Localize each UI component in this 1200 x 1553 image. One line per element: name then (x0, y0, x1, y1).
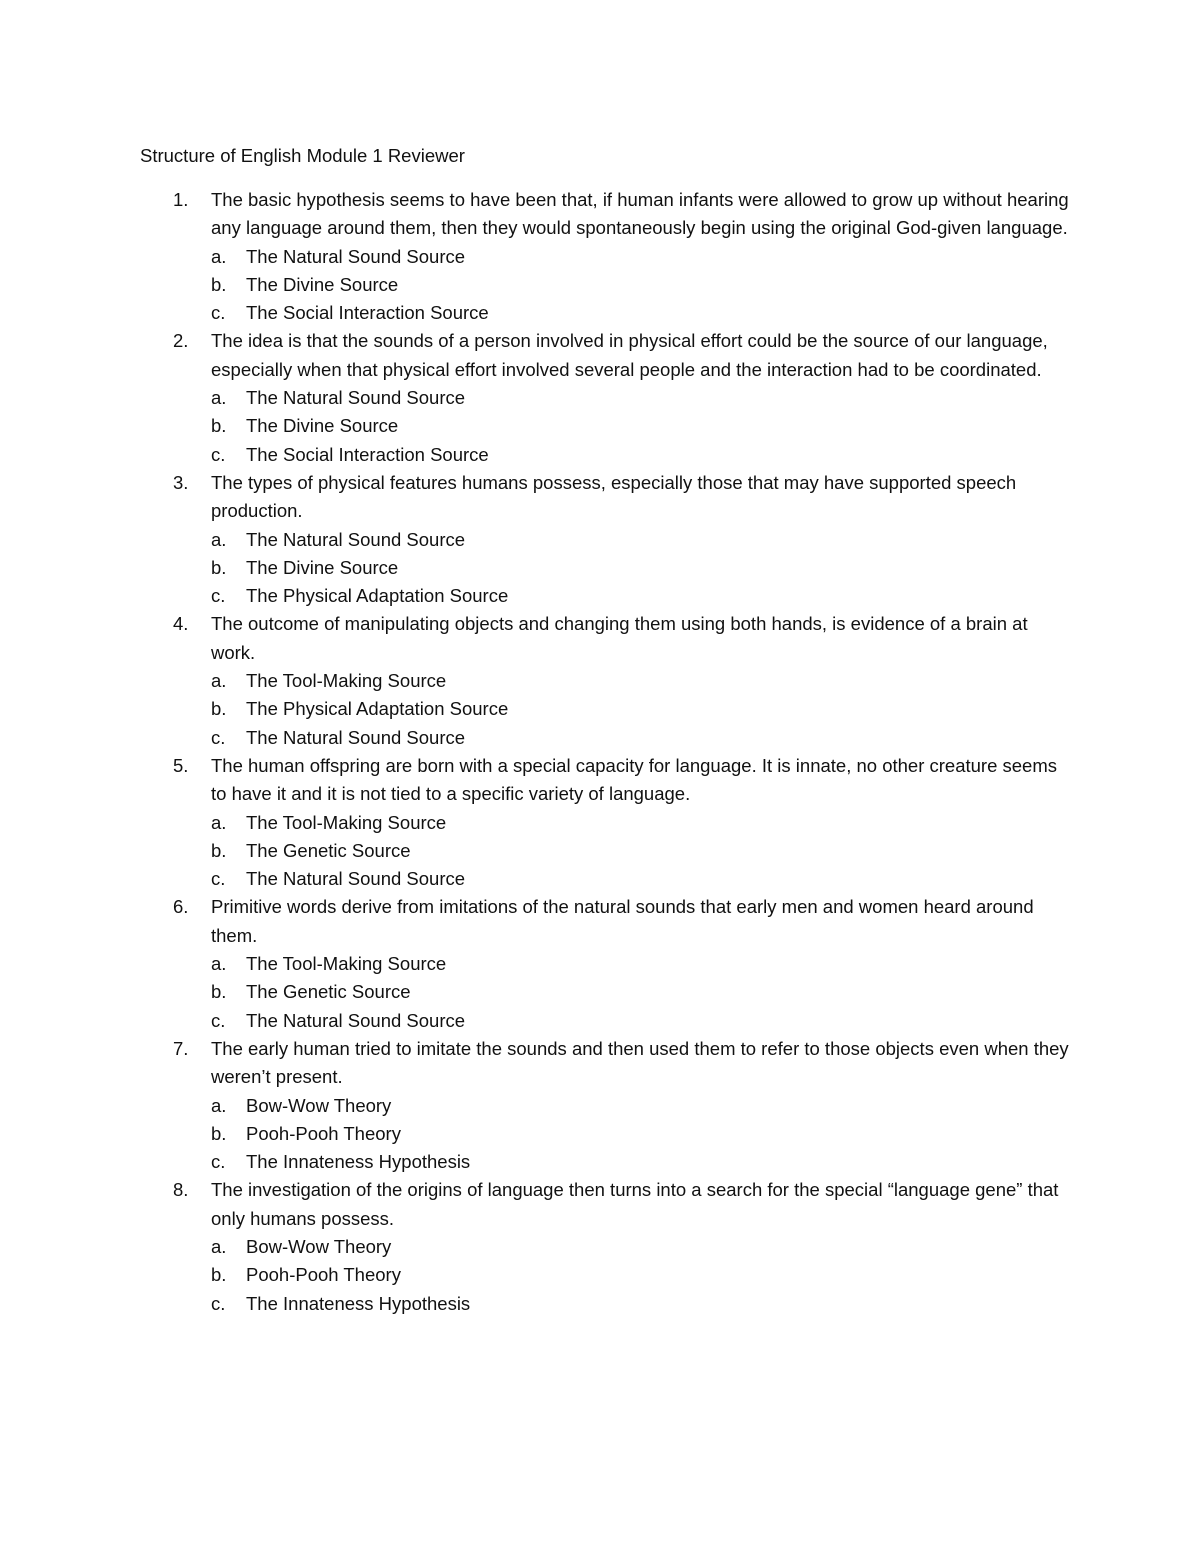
option-letter: c. (211, 868, 226, 890)
answer-options (0, 1092, 1200, 1177)
question-number: 4. (173, 613, 189, 635)
option-letter: b. (211, 415, 227, 437)
question-number: 5. (173, 754, 189, 776)
option-letter: a. (211, 670, 227, 692)
answer-option (0, 837, 1200, 865)
answer-option (0, 1120, 1200, 1148)
option-letter: a. (211, 1235, 227, 1257)
question-number: 8. (173, 1179, 189, 1201)
option-text: The Social Interaction Source (246, 302, 489, 324)
option-text: The Natural Sound Source (246, 387, 466, 409)
option-letter: b. (211, 556, 227, 578)
answer-options (0, 384, 1200, 469)
answer-option (0, 865, 1200, 893)
question-text: The investigation of the origins of language then turns into a search for the special “language gene” that only humans possess. (211, 1179, 1059, 1229)
option-text: The Divine Source (246, 556, 399, 578)
option-letter: a. (211, 387, 227, 409)
option-text: The Genetic Source (246, 839, 411, 861)
option-text: The Innateness Hypothesis (246, 1292, 471, 1314)
answer-option (0, 1290, 1200, 1318)
option-letter: c. (211, 726, 226, 748)
answer-option (0, 1148, 1200, 1176)
option-letter: b. (211, 698, 227, 720)
question-number: 6. (173, 896, 189, 918)
option-text: The Natural Sound Source (246, 245, 466, 267)
question-number: 1. (173, 189, 189, 210)
answer-option (0, 950, 1200, 978)
answer-option (0, 441, 1200, 469)
option-letter: c. (211, 585, 226, 607)
question-number: 2. (173, 330, 189, 352)
option-text: Pooh-Pooh Theory (246, 1122, 401, 1144)
answer-option (0, 299, 1200, 327)
option-text: The Natural Sound Source (246, 726, 466, 748)
option-text: The Physical Adaptation Source (246, 698, 509, 720)
option-letter: b. (211, 839, 227, 861)
answer-options (0, 667, 1200, 752)
option-letter: a. (211, 245, 227, 267)
question-text: The early human tried to imitate the sounds and then used them to refer to those objects even when they weren’t present. (211, 1037, 1069, 1088)
question-text: The types of physical features humans possess, especially those that may have supported speech production. (211, 471, 1017, 522)
answer-option (0, 978, 1200, 1006)
question-text: The idea is that the sounds of a person involved in physical effort could be the source of our language, especially when that physical effort involved several people and the interaction had to be coordinated. (211, 330, 1048, 380)
answer-options (0, 526, 1200, 611)
question-item (0, 1176, 1200, 1317)
answer-option (0, 724, 1200, 752)
option-text: The Divine Source (246, 415, 399, 437)
question-item (0, 186, 1200, 327)
question-item (0, 752, 1200, 893)
answer-option (0, 667, 1200, 695)
question-item (0, 610, 1200, 751)
answer-option (0, 695, 1200, 723)
question-item (0, 893, 1200, 1034)
answer-option (0, 1092, 1200, 1120)
option-text: The Physical Adaptation Source (246, 585, 509, 607)
option-letter: b. (211, 1122, 227, 1144)
option-letter: a. (211, 953, 227, 975)
question-item (0, 469, 1200, 610)
option-letter: a. (211, 1094, 227, 1116)
option-text: Pooh-Pooh Theory (246, 1264, 401, 1286)
option-text: The Natural Sound Source (246, 528, 466, 550)
answer-option (0, 243, 1200, 271)
answer-option (0, 384, 1200, 412)
document-title: Structure of English Module 1 Reviewer (140, 145, 465, 166)
option-letter: c. (211, 443, 226, 465)
option-text: The Tool-Making Source (246, 953, 447, 975)
question-item (0, 327, 1200, 468)
option-text: The Innateness Hypothesis (246, 1151, 471, 1173)
question-list (0, 186, 1200, 1318)
option-letter: b. (211, 273, 227, 295)
question-text: The human offspring are born with a special capacity for language. It is innate, no other creature seems to have it and it is not tied to a specific variety of language. (211, 754, 1057, 805)
option-text: The Tool-Making Source (246, 670, 447, 692)
answer-options (0, 1233, 1200, 1318)
option-letter: c. (211, 302, 226, 324)
option-letter: c. (211, 1292, 226, 1314)
option-text: The Divine Source (246, 273, 399, 295)
option-text: The Natural Sound Source (246, 868, 466, 890)
answer-option (0, 554, 1200, 582)
answer-option (0, 271, 1200, 299)
option-text: The Genetic Source (246, 981, 411, 1003)
option-letter: b. (211, 981, 227, 1003)
answer-options (0, 809, 1200, 894)
answer-option (0, 412, 1200, 440)
answer-option (0, 809, 1200, 837)
answer-option (0, 526, 1200, 554)
option-letter: a. (211, 811, 227, 833)
question-number: 3. (173, 471, 189, 493)
answer-options (0, 243, 1200, 328)
option-letter: a. (211, 528, 227, 550)
question-text: The basic hypothesis seems to have been that, if human infants were allowed to grow up without hearing any language around them, then they would spontaneously begin using the original God-given language. (211, 189, 1069, 239)
question-number: 7. (173, 1037, 189, 1059)
question-text: The outcome of manipulating objects and changing them using both hands, is evidence of a brain at work. (211, 613, 1028, 663)
option-text: Bow-Wow Theory (246, 1094, 392, 1116)
question-text: Primitive words derive from imitations of the natural sounds that early men and women heard around them. (211, 896, 1034, 946)
option-letter: b. (211, 1264, 227, 1286)
question-item (0, 1035, 1200, 1176)
option-text: The Natural Sound Source (246, 1009, 466, 1031)
option-text: Bow-Wow Theory (246, 1235, 392, 1257)
option-text: The Tool-Making Source (246, 811, 447, 833)
option-letter: c. (211, 1151, 226, 1173)
answer-options (0, 950, 1200, 1035)
answer-option (0, 1007, 1200, 1035)
option-letter: c. (211, 1009, 226, 1031)
option-text: The Social Interaction Source (246, 443, 489, 465)
answer-option (0, 1233, 1200, 1261)
answer-option (0, 582, 1200, 610)
answer-option (0, 1261, 1200, 1289)
